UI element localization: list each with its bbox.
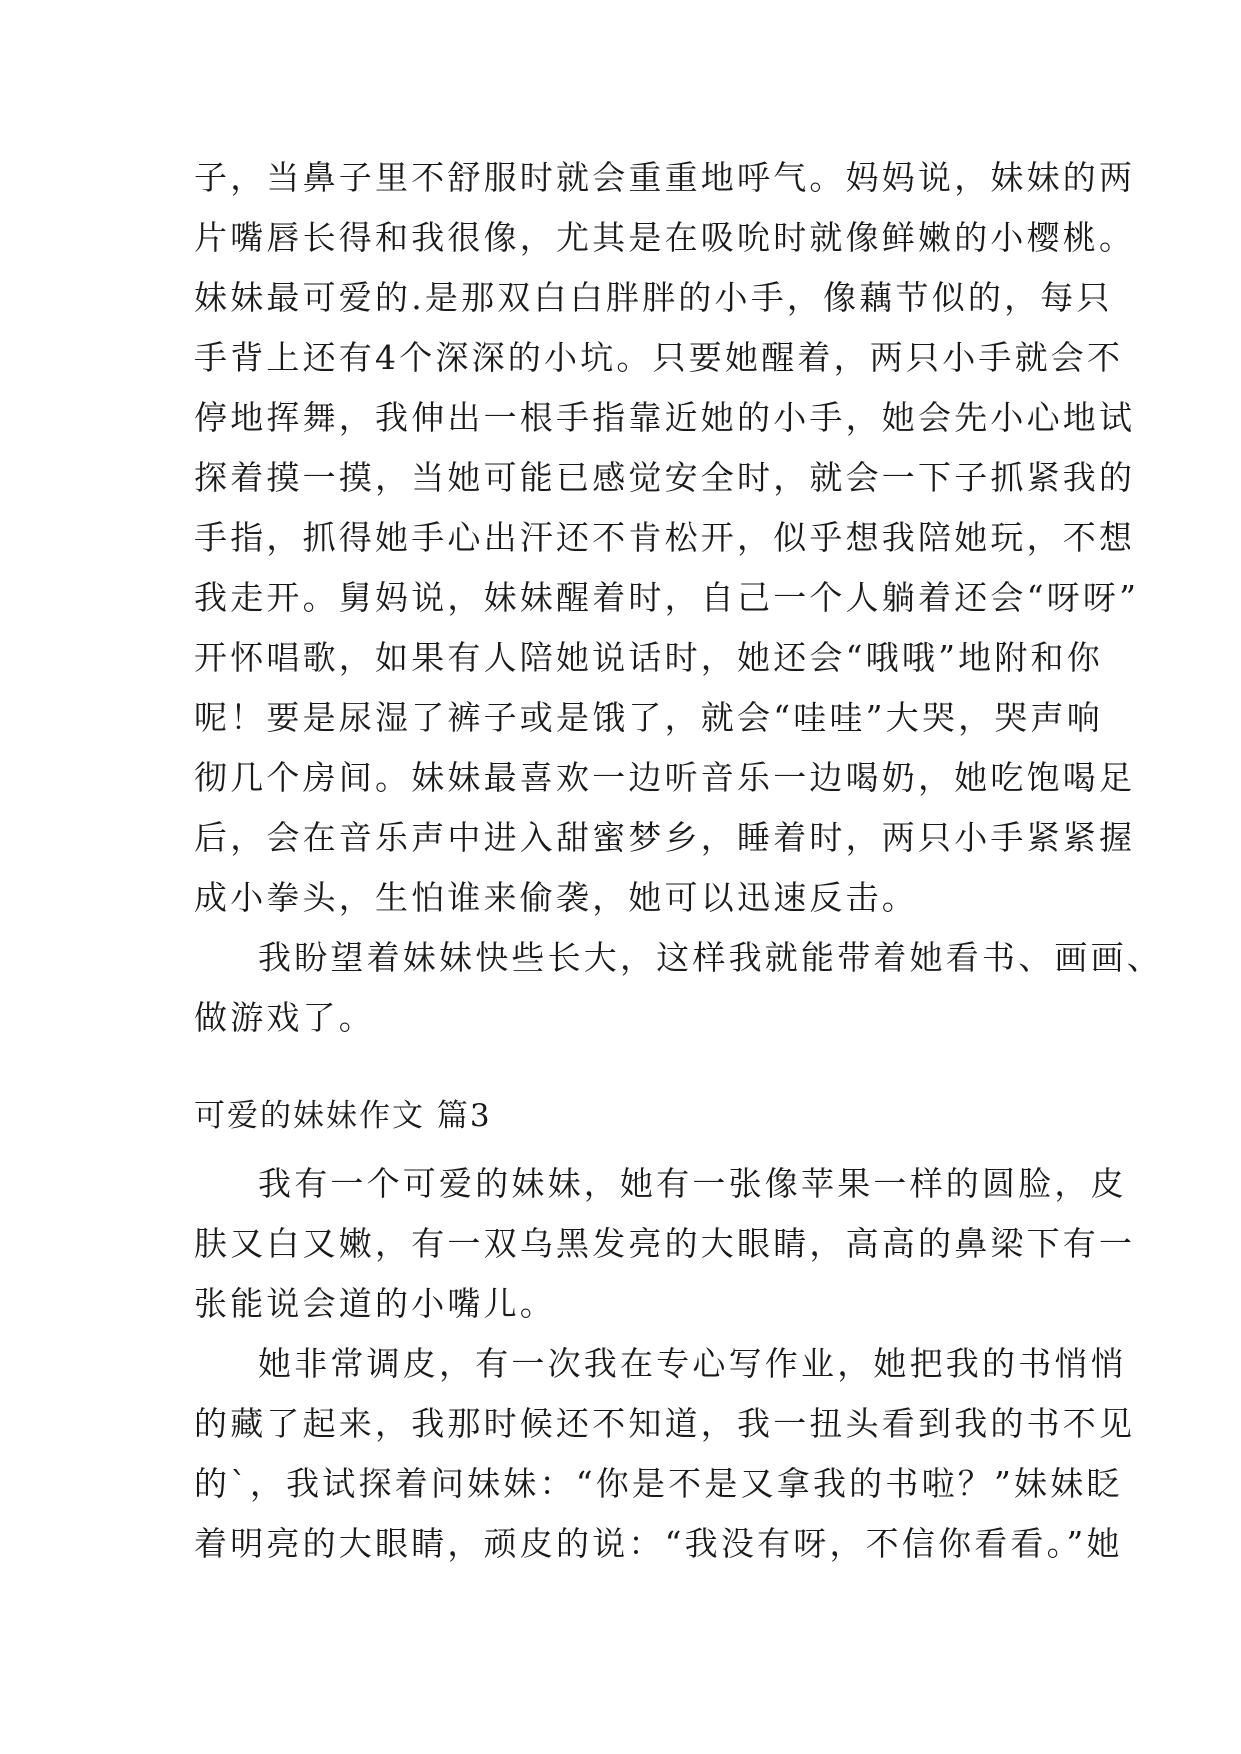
paragraph-line: 手背上还有4个深深的小坑。只要她醒着，两只小手就会不 <box>194 338 1124 377</box>
paragraph-line: 肤又白又嫩，有一双乌黑发亮的大眼睛，高高的鼻梁下有一 <box>194 1224 1136 1263</box>
paragraph-line: 成小拳头，生怕谁来偷袭，她可以迅速反击。 <box>194 878 918 917</box>
paragraph-line: 我有一个可爱的妹妹，她有一张像苹果一样的圆脸，皮 <box>258 1164 1127 1203</box>
paragraph-line: 停地挥舞，我伸出一根手指靠近她的小手，她会先小心地试 <box>194 398 1136 437</box>
paragraph-line: 我走开。舅妈说，妹妹醒着时，自己一个人躺着还会“呀呀” <box>194 578 1140 617</box>
paragraph-line: 子，当鼻子里不舒服时就会重重地呼气。妈妈说，妹妹的两 <box>194 158 1136 197</box>
paragraph-line: 着明亮的大眼睛，顽皮的说：“我没有呀，不信你看看。”她 <box>194 1524 1123 1563</box>
paragraph-line: 探着摸一摸，当她可能已感觉安全时，就会一下子抓紧我的 <box>194 458 1136 497</box>
paragraph-line: 妹妹最可爱的.是那双白白胖胖的小手，像藕节似的，每只 <box>194 278 1113 317</box>
paragraph-line: 后，会在音乐声中进入甜蜜梦乡，睡着时，两只小手紧紧握 <box>194 818 1136 857</box>
paragraph-line: 我盼望着妹妹快些长大，这样我就能带着她看书、画画、 <box>258 938 1163 977</box>
paragraph-line: 张能说会道的小嘴儿。 <box>194 1284 556 1323</box>
section-heading: 可爱的妹妹作文 篇3 <box>194 1098 492 1134</box>
paragraph-line: 开怀唱歌，如果有人陪她说话时，她还会“哦哦”地附和你 <box>194 638 1103 677</box>
paragraph-line: 做游戏了。 <box>194 998 375 1037</box>
paragraph-line: 手指，抓得她手心出汗还不肯松开，似乎想我陪她玩，不想 <box>194 518 1136 557</box>
paragraph-line: 呢！要是尿湿了裤子或是饿了，就会“哇哇”大哭，哭声响 <box>194 698 1103 737</box>
paragraph-line: 她非常调皮，有一次我在专心写作业，她把我的书悄悄 <box>258 1344 1127 1383</box>
paragraph-line: 片嘴唇长得和我很像，尤其是在吸吮时就像鲜嫩的小樱桃。 <box>194 218 1136 257</box>
paragraph-line: 的`，我试探着问妹妹：“你是不是又拿我的书啦？”妹妹眨 <box>194 1464 1123 1503</box>
paragraph-line: 的藏了起来，我那时候还不知道，我一扭头看到我的书不见 <box>194 1404 1136 1443</box>
paragraph-line: 彻几个房间。妹妹最喜欢一边听音乐一边喝奶，她吃饱喝足 <box>194 758 1136 797</box>
